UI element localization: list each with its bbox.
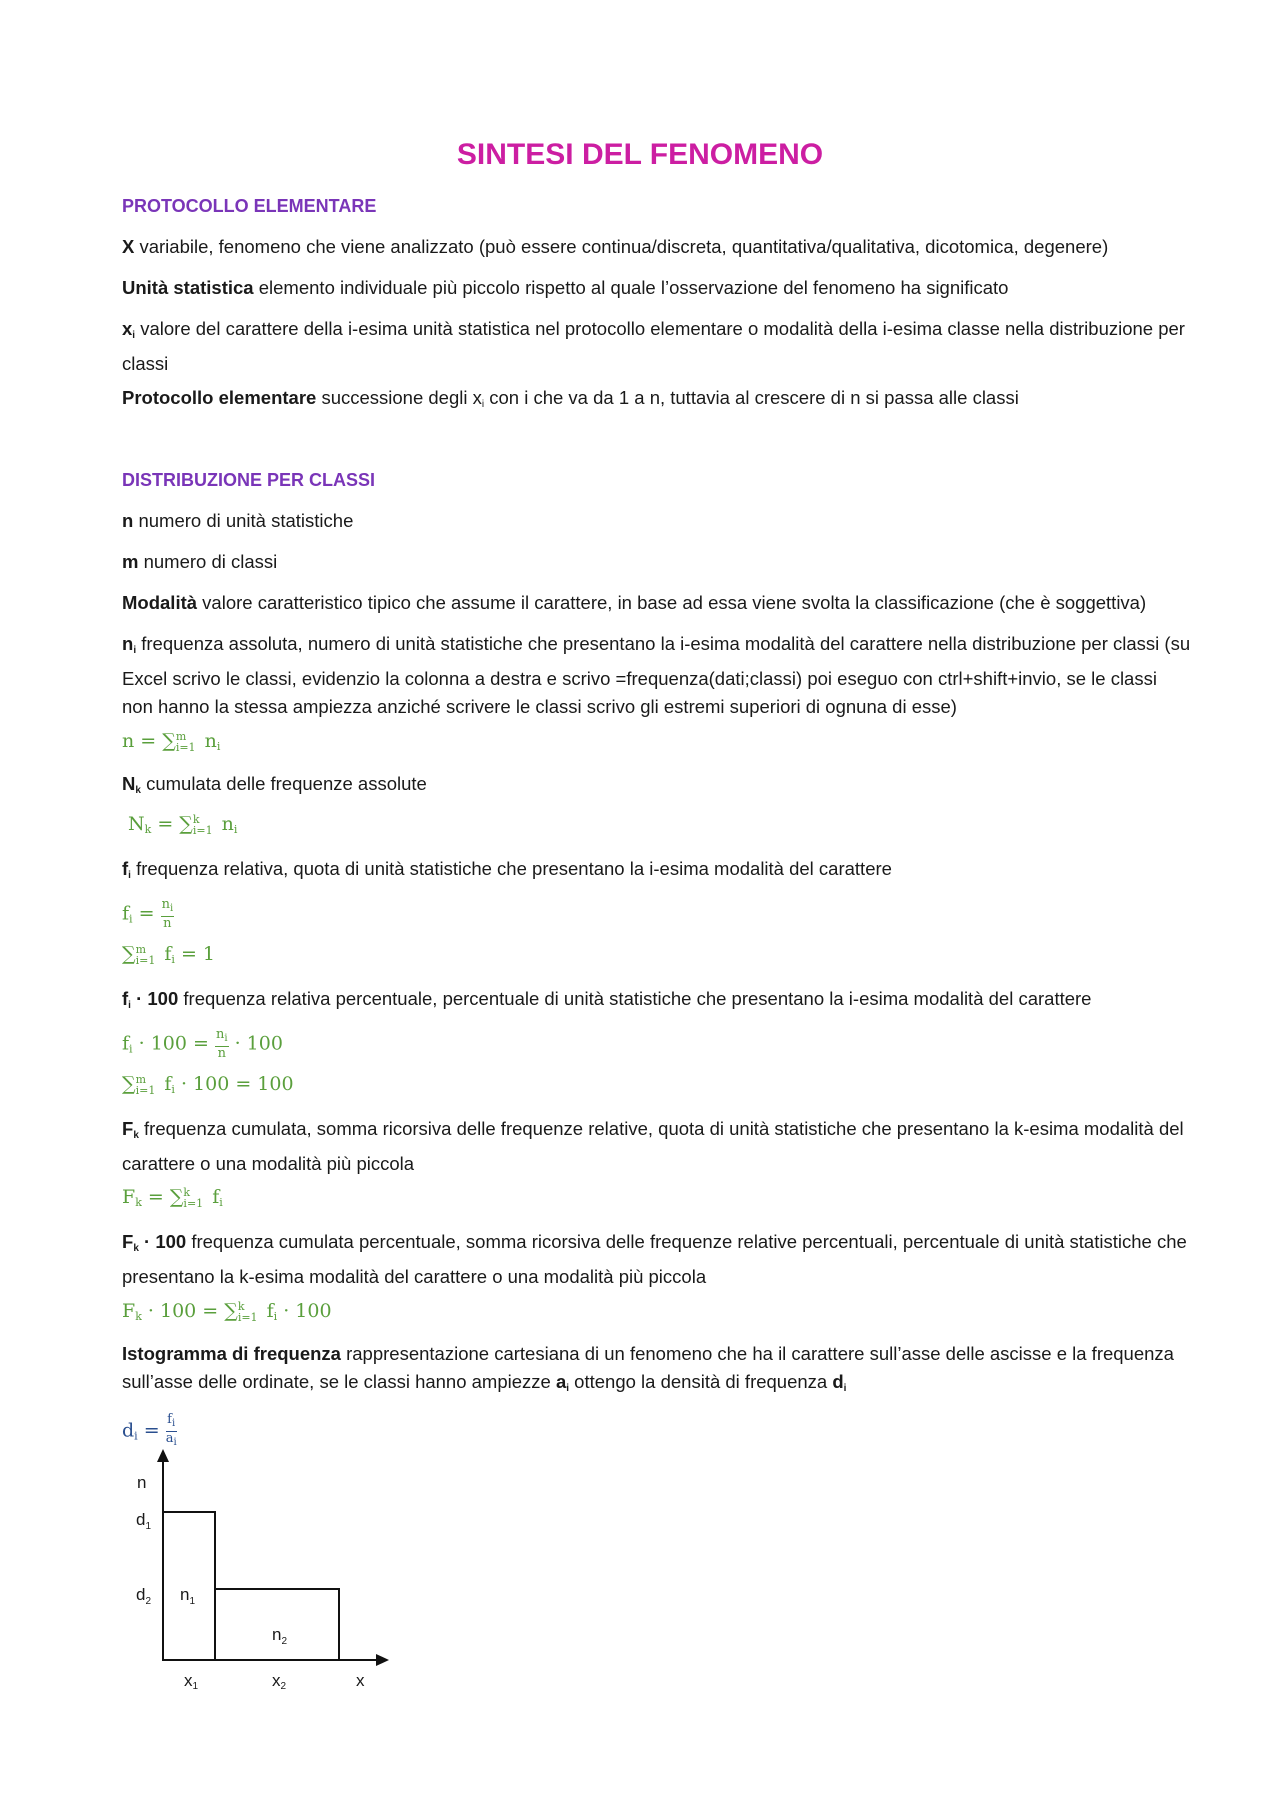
definition-text: successione degli x (316, 387, 482, 408)
term-modalita: Modalità (122, 592, 198, 613)
definition-text: ottengo la densità di frequenza (569, 1371, 833, 1392)
term-Fk100-suffix: · 100 (138, 1231, 187, 1252)
term-Fk: F (122, 1118, 134, 1139)
term-ni: n (122, 633, 134, 654)
n2-label: $n_2$ (272, 1625, 288, 1647)
definition-text: valore del carattere della i-esima unità statistica nel protocollo elementare o modalità della i-esima classe nella distribuzione per classi (122, 318, 1185, 374)
term-m: m (122, 551, 139, 572)
term-di-sub: i (843, 1383, 847, 1394)
formula-Fk100-sum: $F_k \cdot 100$ = ∑ k i=1 $f_i \cdot 100$ (122, 1300, 332, 1324)
x1-label: x1 (184, 1671, 199, 1692)
definition-text: elemento individuale più piccolo rispetto al quale l’osservazione del fenomeno ha significato (253, 277, 1009, 298)
y-axis-arrow-icon (157, 1449, 169, 1462)
formula-Fk-sum: $F_k$ = ∑ k i=1 $f_i$ (122, 1186, 223, 1210)
formula-n-sum: n = ∑ m i=1 $n_i$ (122, 730, 221, 754)
term-istogramma: Istogramma di frequenza (122, 1343, 341, 1364)
definition-text: frequenza relativa percentuale, percentuale di unità statistiche che presentano la i-esima modalità del carattere (178, 988, 1092, 1009)
definition-text: frequenza assoluta, numero di unità statistiche che presentano la i-esima modalità del carattere nella distribuzione per classi (su Excel scrivo le classi, evidenzio la colonna a destra e scrivo =frequenza(dati;classi) poi eseguo con ctrl+shift+invio, se le classi non hanno la stessa ampiezza anziché scrivere le classi scrivo gli estremi superiori di ognuna di esse) (122, 633, 1191, 717)
definition-text: frequenza cumulata, somma ricorsiva delle frequenze relative, quota di unità statistiche che presentano la k-esima modalità del carattere o una modalità più piccola (122, 1118, 1184, 1174)
term-Fk100: F (122, 1231, 134, 1252)
term-n: n (122, 510, 134, 531)
term-x: X (122, 236, 135, 257)
y-axis-label: n (137, 1473, 147, 1492)
term-unita-statistica: Unità statistica (122, 277, 254, 298)
definition-sub: i (481, 399, 485, 410)
definition-text: numero di classi (138, 551, 278, 572)
x-axis-arrow-icon (376, 1654, 389, 1666)
x-axis-label: x (356, 1671, 365, 1690)
definition-text: valore caratteristico tipico che assume il carattere, in base ad essa viene svolta la classificazione (che è soggettiva) (197, 592, 1147, 613)
x2-label: x2 (272, 1671, 287, 1692)
d2-label: $d_2$ (136, 1585, 152, 1607)
definition-text: frequenza cumulata percentuale, somma ricorsiva delle frequenze relative percentuali, percentuale di unità statistiche che presentano la k-esima modalità del carattere o una modalità più piccola (122, 1231, 1187, 1287)
formula-fi-frac: $f_i$ = $\frac{n_i}{n}$ (122, 897, 174, 931)
definition-text: variabile, fenomeno che viene analizzato (può essere continua/discreta, quantitativa/qualitativa, dicotomica, degenere) (134, 236, 1109, 257)
term-xi-sub: i (132, 330, 136, 341)
definition-text: con i che va da 1 a n, tuttavia al crescere di n si passa alle classi (484, 387, 1019, 408)
definition-text: numero di unità statistiche (133, 510, 354, 531)
page-title: SINTESI DEL FENOMENO (456, 138, 824, 171)
term-fi100-suffix: · 100 (130, 988, 179, 1009)
term-ni-sub: i (133, 645, 137, 656)
section-heading-protocollo: PROTOCOLLO ELEMENTARE (122, 196, 377, 216)
formula-fi-sum: ∑ m i=1 $f_i = 1$ (122, 943, 216, 967)
formula-fi100-sum: ∑ m i=1 $f_i \cdot 100 = 100$ (122, 1073, 294, 1097)
term-fi100-sub: i (128, 1000, 131, 1011)
d1-label: $d_1$ (136, 1510, 152, 1532)
term-fi-sub: i (128, 870, 131, 881)
term-xi: x (122, 318, 133, 339)
definition-text: frequenza relativa, quota di unità statistiche che presentano la i-esima modalità del carattere (130, 858, 892, 879)
term-ai-sub: i (566, 1383, 570, 1394)
formula-di-frac: $d_i$ = $\frac{f_i}{a_i}$ (122, 1412, 177, 1448)
formula-fi100-frac: $f_i \cdot 100$ = $\frac{n_i}{n}$ · 100 (122, 1027, 283, 1061)
term-Nk-sub: k (135, 785, 141, 796)
term-di: d (832, 1371, 844, 1392)
definition-text: cumulata delle frequenze assolute (140, 773, 427, 794)
formula-Nk-sum: $N_k$ = ∑ k i=1 $n_i$ (128, 813, 238, 837)
term-ai: a (555, 1371, 567, 1392)
term-protocollo-elementare: Protocollo elementare (122, 387, 317, 408)
term-Fk-sub: k (133, 1130, 139, 1141)
term-fi: f (122, 858, 129, 879)
section-heading-distribuzione: DISTRIBUZIONE PER CLASSI (122, 470, 376, 490)
term-fi100: f (122, 988, 129, 1009)
definition-text: rappresentazione cartesiana di un fenomeno che ha il carattere sull’asse delle ascisse e la frequenza sull’asse delle ordinate, se le classi hanno ampiezze (122, 1343, 1174, 1392)
n1-label: $n_1$ (180, 1585, 196, 1607)
term-Fk100-sub: k (133, 1243, 139, 1254)
term-Nk: N (122, 773, 136, 794)
